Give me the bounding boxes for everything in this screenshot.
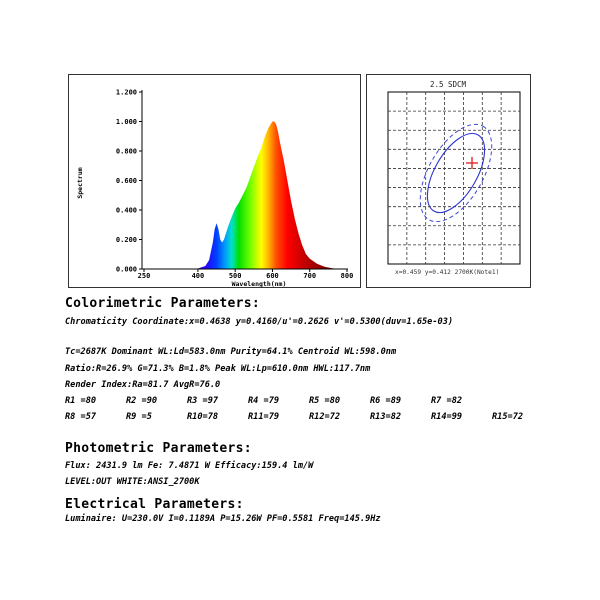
spectrum-y-axis-label: Spectrum	[76, 167, 84, 199]
r-value: R8 =57	[65, 412, 97, 422]
r-value: R9 =5	[126, 412, 152, 422]
r-value: R11=79	[248, 412, 280, 422]
spectrum-y-tick-label: 0.400	[115, 206, 137, 215]
chromaticity-line: Chromaticity Coordinate:x=0.4638 y=0.4160/u'=0.2626 v'=0.5300(duv=1.65e-03)	[65, 317, 454, 327]
spectrum-x-tick-label: 700	[303, 272, 317, 280]
r-value: R2 =90	[126, 396, 158, 406]
tc-line: Tc=2687K Dominant WL:Ld=583.0nm Purity=64.1% Centroid WL:598.0nm	[65, 347, 397, 357]
sdcm-chart	[367, 75, 530, 287]
sdcm-grid	[388, 92, 520, 264]
r-value: R14=99	[431, 412, 463, 422]
r-value: R12=72	[309, 412, 341, 422]
electrical-line: Luminaire: U=230.0V I=0.1189A P=15.26W PF=0.5581 Freq=145.9Hz	[65, 514, 381, 524]
level-line: LEVEL:OUT WHITE:ANSI_2700K	[65, 477, 200, 487]
sdcm-title: 2.5 SDCM	[429, 80, 467, 89]
spectrum-area	[190, 122, 339, 270]
spectrum-x-tick-label: 400	[191, 272, 205, 280]
spectrum-y-tick-label: 1.200	[115, 88, 137, 97]
spectrum-chart	[69, 75, 360, 287]
render-index-line: Render Index:Ra=81.7 AvgR=76.0	[65, 380, 221, 390]
spectrum-x-axis-label: Wavelength(nm)	[231, 280, 287, 287]
spectrum-x-tick-label: 600	[266, 272, 279, 280]
spectrum-x-tick-label: 800	[340, 272, 354, 280]
r-value: R6 =89	[370, 396, 402, 406]
spectrum-y-tick-label: 0.600	[115, 177, 137, 185]
r-value: R7 =82	[431, 396, 463, 406]
r-value: R4 =79	[248, 396, 280, 406]
colorimetric-title: Colorimetric Parameters:	[65, 296, 261, 311]
r-value: R5 =80	[309, 396, 341, 406]
spectrum-y-tick-label: 0.200	[115, 236, 137, 244]
spectrum-y-tick-label: 1.000	[115, 118, 137, 126]
r-value: R15=72	[492, 412, 524, 422]
chromaticity-point-marker	[466, 157, 478, 169]
photometric-title: Photometric Parameters:	[65, 441, 252, 456]
spectrum-x-tick-label: 250	[137, 272, 151, 280]
sdcm-chart-panel	[366, 74, 531, 288]
r-value: R1 =80	[65, 396, 97, 406]
r-value: R10=78	[187, 412, 219, 422]
r-value: R13=82	[370, 412, 402, 422]
sdcm-outer-ellipse	[406, 113, 507, 234]
sdcm-caption: x=0.459 y=0.412 2700K(Note1)	[395, 269, 500, 276]
spectrum-x-tick-label: 500	[228, 272, 242, 280]
electrical-title: Electrical Parameters:	[65, 497, 244, 512]
spectrum-y-tick-label: 0.800	[115, 147, 137, 156]
spectrum-chart-panel	[68, 74, 361, 288]
spectrum-y-tick-label: 0.000	[115, 265, 137, 274]
r-value: R3 =97	[187, 396, 219, 406]
flux-line: Flux: 2431.9 lm Fe: 7.4871 W Efficacy:159.4 lm/W	[65, 461, 314, 471]
ratio-line: Ratio:R=26.9% G=71.3% B=1.8% Peak WL:Lp=610.0nm HWL:117.7nm	[65, 364, 371, 374]
